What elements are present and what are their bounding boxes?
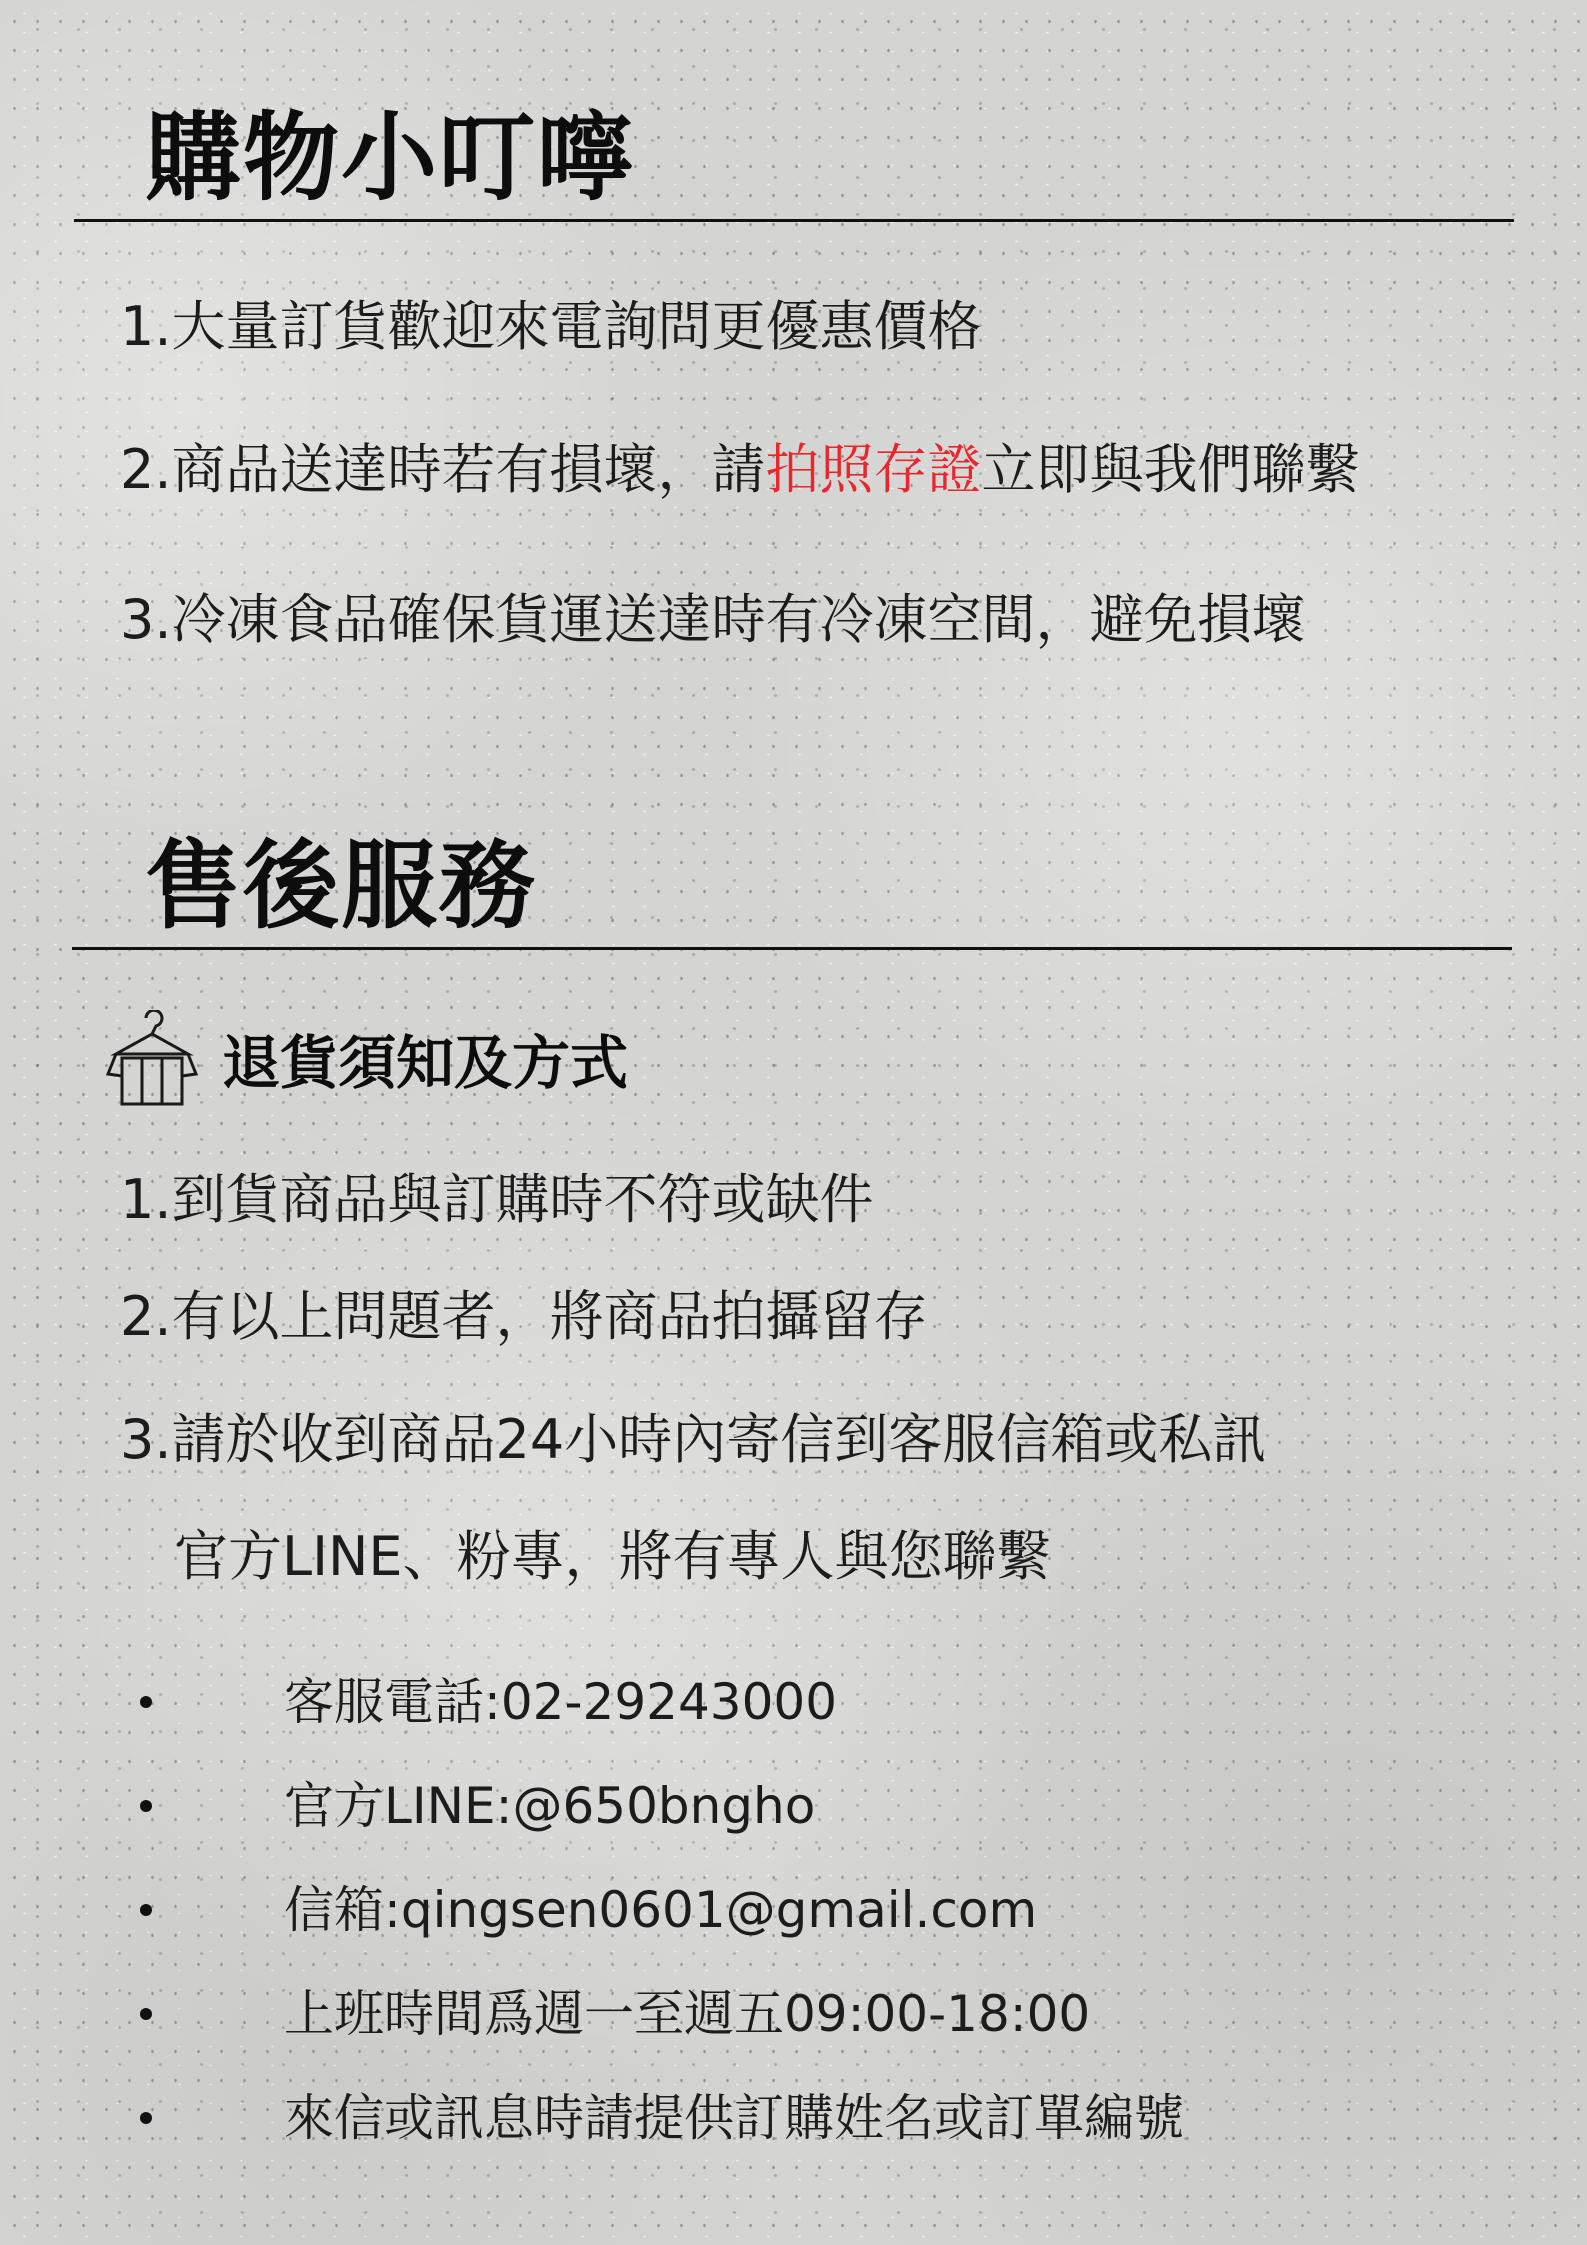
contact-line-text: 官方LINE:@650bngho	[284, 1777, 816, 1835]
hanger-box-icon	[102, 1010, 202, 1110]
tip-item-2-highlight: 拍照存證	[765, 438, 982, 501]
service-title: 售後服務	[145, 830, 537, 942]
tip-item-2-suffix: 立即與我們聯繫	[981, 438, 1360, 501]
tip-item-1-text: 1.大量訂貨歡迎來電詢問更優惠價格	[120, 295, 982, 358]
contact-phone-text: 客服電話:02-29243000	[284, 1673, 838, 1731]
service-divider	[72, 947, 1512, 950]
tip-item-2	[120, 438, 1360, 501]
bullet-dot	[140, 1696, 152, 1708]
contact-email	[0, 1880, 1587, 1940]
contact-email-text: 信箱:qingsen0601@gmail.com	[284, 1881, 1038, 1939]
bullet-dot	[140, 1904, 152, 1916]
contact-phone	[0, 1672, 1587, 1732]
service-subtitle: 退貨須知及方式	[222, 1029, 629, 1097]
tip-item-3	[120, 588, 1306, 651]
contact-line	[0, 1776, 1587, 1836]
contact-hours-text: 上班時間爲週一至週五09:00-18:00	[284, 1985, 1091, 2043]
contact-note-text: 來信或訊息時請提供訂購姓名或訂單編號	[284, 2089, 1184, 2147]
bullet-dot	[140, 1800, 152, 1812]
return-step-1: 1.到貨商品與訂購時不符或缺件	[120, 1168, 874, 1231]
contact-hours	[0, 1984, 1587, 2044]
contact-note	[0, 2088, 1587, 2148]
return-step-3: 3.請於收到商品24小時內寄信到客服信箱或私訊	[120, 1408, 1267, 1471]
bullet-dot	[140, 2112, 152, 2124]
tips-divider	[74, 219, 1514, 222]
tip-item-1	[120, 295, 982, 358]
return-step-2: 2.有以上問題者，將商品拍攝留存	[120, 1285, 928, 1348]
tip-item-2-text: 2.商品送達時若有損壞，請	[120, 438, 766, 501]
return-step-3-cont: 官方LINE、粉專，將有專人與您聯繫	[174, 1525, 1051, 1588]
tip-item-3-text: 3.冷凍食品確保貨運送達時有冷凍空間，避免損壞	[120, 588, 1306, 651]
bullet-dot	[140, 2008, 152, 2020]
tips-title: 購物小叮嚀	[145, 102, 635, 214]
